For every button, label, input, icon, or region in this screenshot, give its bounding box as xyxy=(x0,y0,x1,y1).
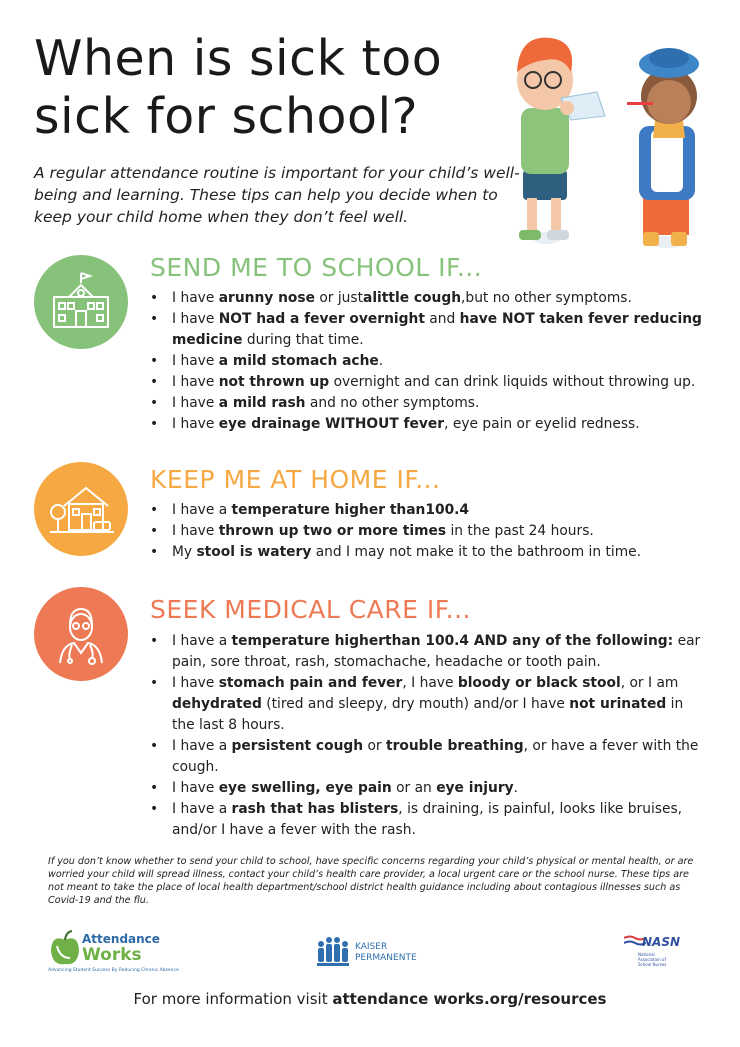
nasn-logo: NASN National Association of School Nurses xyxy=(624,935,684,975)
resources-link[interactable]: attendance works.org/resources xyxy=(332,990,607,1008)
attendance-works-logo: Attendance Works Advancing Student Success By Reducing Chronic Absence xyxy=(48,932,179,973)
medical-section-badge xyxy=(34,587,128,681)
send-to-school-list xyxy=(150,288,710,435)
apple-icon xyxy=(48,930,82,968)
list-item: • I have a rash that has blisters, is draining, is painful, looks like bruises, and/or I have a fever with the rash. xyxy=(150,801,683,838)
list-item: • I have a temperature higherthan 100.4 AND any of the following: ear pain, sore throat, rash, stomachache, headache or tooth pain. xyxy=(150,633,701,670)
list-item: • I have a mild stomach ache. xyxy=(150,353,384,369)
page-title xyxy=(34,30,504,146)
school-building-icon xyxy=(34,255,128,349)
list-item: • I have stomach pain and fever, I have bloody or black stool, or I am dehydrated (tired and sleepy, dry mouth) and/or I have not urinated in the last 8 hours. xyxy=(150,675,684,733)
house-icon xyxy=(34,462,128,556)
list-item: • I have a persistent cough or trouble breathing, or have a fever with the cough. xyxy=(150,738,699,775)
list-item: • I have a mild rash and no other symptoms. xyxy=(150,395,480,411)
kaiser-figures-icon xyxy=(315,936,351,968)
title-line-1: When is sick too xyxy=(34,30,443,87)
list-item: • My stool is watery and I may not make it to the bathroom in time. xyxy=(150,544,642,560)
school-section-badge xyxy=(34,255,128,349)
list-item: • I have thrown up two or more times in the past 24 hours. xyxy=(150,523,594,539)
list-item: • I have arunny nose or justalittle cough,but no other symptoms. xyxy=(150,290,632,306)
title-line-2: sick for school? xyxy=(34,88,419,145)
list-item: • I have NOT had a fever overnight and have NOT taken fever reducing medicine during that time. xyxy=(150,311,702,348)
list-item: • I have not thrown up overnight and can drink liquids without throwing up. xyxy=(150,374,696,390)
keep-home-list xyxy=(150,500,710,563)
intro-text: A regular attendance routine is important for your child’s well-being and learning. These tips can help you decide when to keep your child home when they don’t feel well. xyxy=(34,164,520,226)
medical-care-heading: SEEK MEDICAL CARE IF... xyxy=(150,595,471,624)
home-section-badge xyxy=(34,462,128,556)
sick-children-illustration xyxy=(505,20,720,252)
medical-care-list xyxy=(150,631,710,841)
list-item: • I have eye drainage WITHOUT fever, eye pain or eyelid redness. xyxy=(150,416,640,432)
more-info-line: For more information visit attendance works.org/resources xyxy=(133,990,607,1008)
disclaimer-footnote: If you don’t know whether to send your child to school, have specific concerns regarding your child’s physical or mental health, or are worried your child will spread illness, contact your child’s health care provider, a local urgent care or the school nurse. These tips are not meant to take the place of local health department/school district health guidance including about contagious illnesses such as Covid-19 and the flu. xyxy=(48,856,694,906)
list-item: • I have eye swelling, eye pain or an eye injury. xyxy=(150,780,519,796)
doctor-icon xyxy=(34,587,128,681)
keep-home-heading: KEEP ME AT HOME IF... xyxy=(150,465,441,494)
list-item: • I have a temperature higher than100.4 xyxy=(150,502,470,518)
kaiser-permanente-logo: KAISER PERMANENTE xyxy=(315,936,425,970)
send-to-school-heading: SEND ME TO SCHOOL IF... xyxy=(150,253,483,282)
